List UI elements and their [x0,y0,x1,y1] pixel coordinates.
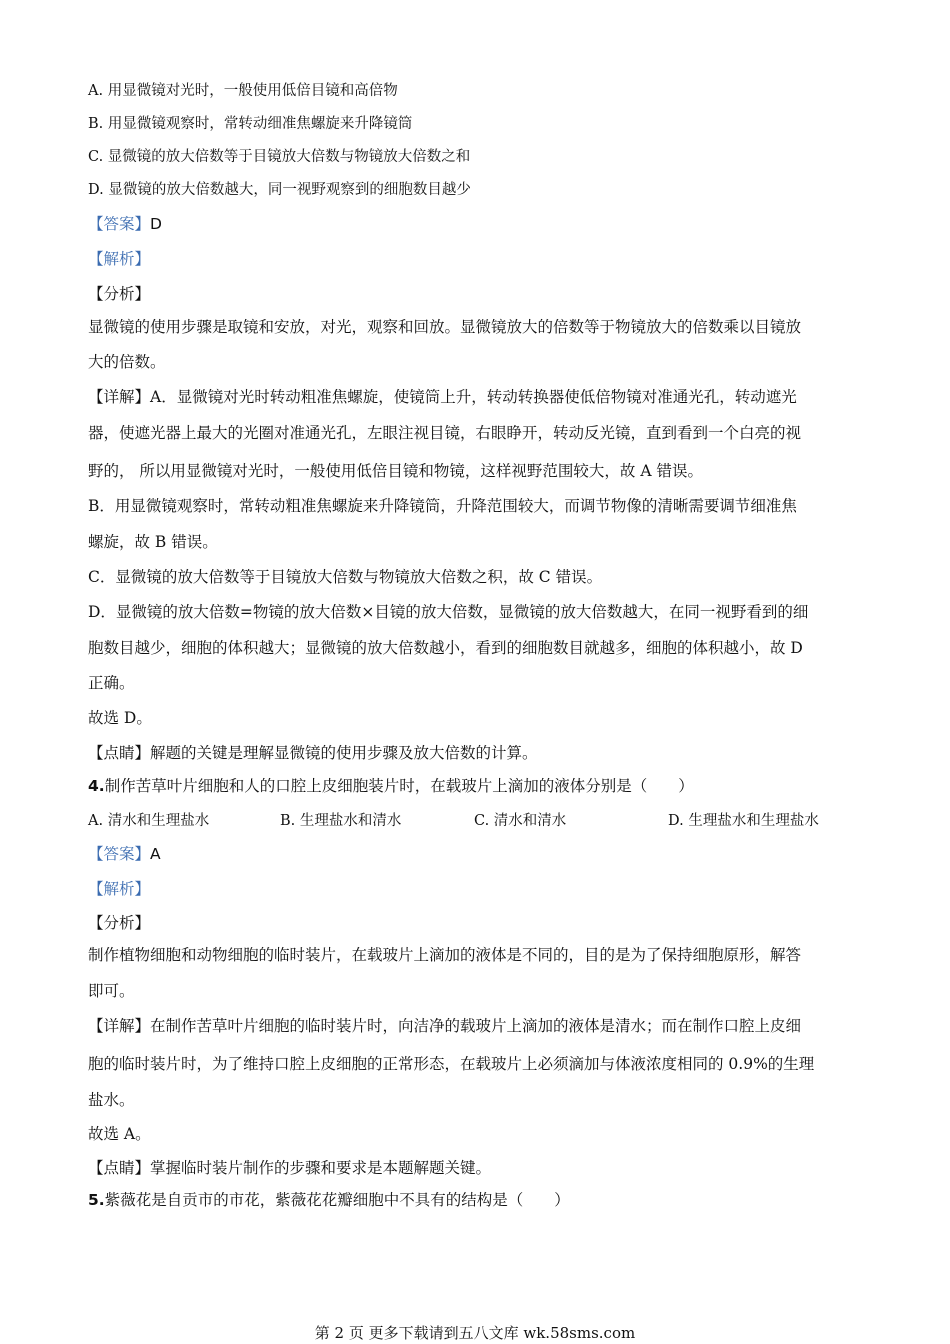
q3-option-c: C. 显微镜的放大倍数等于目镜放大倍数与物镜放大倍数之和 [88,149,471,165]
q4-fenxi-line: 即可。 [88,982,135,1000]
q3-conclusion: 故选 D。 [88,709,152,727]
q3-option-d: D. 显微镜的放大倍数越大，同一视野观察到的细胞数目越少 [88,182,471,198]
q3-detail-line: D．显微镜的放大倍数=物镜的放大倍数×目镜的放大倍数，显微镜的放大倍数越大，在同一视野看到的细 [88,603,809,621]
q3-detail-line: 螺旋，故 B 错误。 [88,533,218,551]
q4-options-row [88,811,868,831]
q4-option-b: B. 生理盐水和清水 [280,813,402,829]
q4-detail-line: 盐水。 [88,1091,135,1109]
q3-option-a: A. 用显微镜对光时，一般使用低倍目镜和高倍物 [88,83,398,99]
q3-option-b: B. 用显微镜观察时，常转动细准焦螺旋来升降镜筒 [88,116,413,132]
question-text: 制作苦草叶片细胞和人的口腔上皮细胞装片时，在载玻片上滴加的液体分别是（ ） [104,777,694,795]
answer-value: A [150,845,161,863]
q4-option-c: C. 清水和清水 [474,813,567,829]
q4-key-point: 【点睛】掌握临时装片制作的步骤和要求是本题解题关键。 [88,1159,492,1177]
q3-detail-line: 胞数目越少，细胞的体积越大；显微镜的放大倍数越小，看到的细胞数目就越多，细胞的体积越小，故 D [88,639,803,657]
q3-detail-line: 【详解】A．显微镜对光时转动粗准焦螺旋，使镜筒上升，转动转换器使低倍物镜对准通光孔，转动遮光 [88,388,797,406]
q3-analysis-tag: 【解析】 [88,250,151,268]
q3-fenxi-line: 大的倍数。 [88,353,166,371]
answer-tag: 【答案】 [88,215,151,233]
q4-detail-line: 【详解】在制作苦草叶片细胞的临时装片时，向洁净的载玻片上滴加的液体是清水；而在制作口腔上皮细 [88,1017,802,1035]
q3-fenxi-line: 显微镜的使用步骤是取镜和安放，对光，观察和回放。显微镜放大的倍数等于物镜放大的倍数乘以目镜放 [88,318,802,336]
q3-key-point: 【点睛】解题的关键是理解显微镜的使用步骤及放大倍数的计算。 [88,744,538,762]
q3-detail-line: C．显微镜的放大倍数等于目镜放大倍数与物镜放大倍数之积，故 C 错误。 [88,568,603,586]
q4-fenxi-line: 制作植物细胞和动物细胞的临时装片，在载玻片上滴加的液体是不同的，目的是为了保持细胞原形，解答 [88,946,802,964]
question-text: 紫薇花是自贡市的市花，紫薇花花瓣细胞中不具有的结构是（ ） [104,1191,570,1209]
q4-analysis-tag: 【解析】 [88,880,151,898]
page-footer: 第 2 页 更多下载请到五八文库 wk.58sms.com [314,1324,636,1342]
q3-detail-line: 正确。 [88,674,135,692]
q4-option-d: D. 生理盐水和生理盐水 [668,813,819,829]
q4-answer [88,844,161,864]
answer-value: D [150,215,162,233]
q4-detail-line: 胞的临时装片时，为了维持口腔上皮细胞的正常形态，在载玻片上必须滴加与体液浓度相同的 0.9%的生理 [88,1055,815,1073]
q4-option-a: A. 清水和生理盐水 [88,813,210,829]
q3-fenxi-tag: 【分析】 [88,285,151,303]
q3-detail-line: B．用显微镜观察时，常转动粗准焦螺旋来升降镜筒，升降范围较大，而调节物像的清晰需要调节细准焦 [88,497,797,515]
q4-stem [88,776,694,796]
question-number: 5. [88,1191,105,1209]
q4-fenxi-tag: 【分析】 [88,914,151,932]
q3-detail-line: 器，使遮光器上最大的光圈对准通光孔，左眼注视目镜，右眼睁开，转动反光镜，直到看到一个白亮的视 [88,424,802,442]
q3-answer [88,214,162,234]
q3-detail-line: 野的， 所以用显微镜对光时，一般使用低倍目镜和物镜，这样视野范围较大，故 A 错误。 [88,462,703,480]
answer-tag: 【答案】 [88,845,151,863]
question-number: 4. [88,777,105,795]
q4-conclusion: 故选 A。 [88,1125,151,1143]
q5-stem [88,1190,570,1210]
